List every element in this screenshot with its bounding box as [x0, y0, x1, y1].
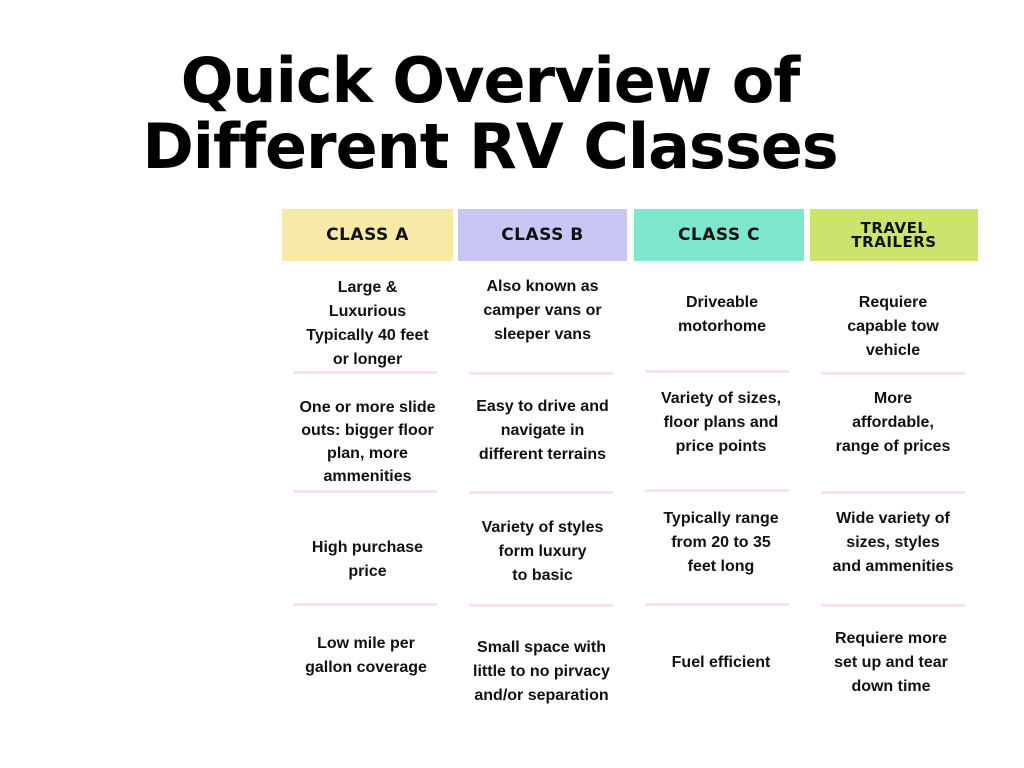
cell-class-c-row-3: Typically range from 20 to 35 feet long: [663, 510, 779, 575]
header-travel-trailers: TRAVEL TRAILERS: [810, 209, 978, 261]
page-title: [0, 44, 980, 183]
column-class-b: [458, 209, 627, 261]
header-class-a: CLASS A: [282, 209, 453, 261]
cell-class-b-row-4: Small space with little to no pirvacy and/or separation: [473, 639, 610, 704]
cell-class-a-row-4: Low mile per gallon coverage: [305, 635, 427, 676]
row-divider: [645, 370, 789, 373]
row-divider: [293, 371, 437, 374]
cell-travel-trailers-row-3: Wide variety of sizes, styles and ammenities: [832, 510, 954, 575]
row-divider: [821, 604, 965, 607]
cell-class-c-row-4: Fuel efficient: [671, 654, 771, 671]
cell-class-a-row-3: High purchase price: [311, 539, 424, 580]
cell-travel-trailers-row-2: More affordable, range of prices: [835, 390, 951, 455]
row-divider: [469, 372, 613, 375]
row-divider: [469, 491, 613, 494]
cell-class-c-row-2: Variety of sizes, floor plans and price points: [660, 390, 782, 455]
page-title-line-2: Different RV Classes: [142, 110, 838, 183]
column-travel-trailers: [810, 209, 978, 261]
row-divider: [821, 491, 965, 494]
row-divider: [645, 489, 789, 492]
cell-class-b-row-3: Variety of styles form luxury to basic: [481, 519, 604, 584]
cell-travel-trailers-row-1: Requiere capable tow vehicle: [847, 294, 939, 359]
row-divider: [645, 603, 789, 606]
page-title-line-1: Quick Overview of: [180, 44, 800, 117]
cell-class-b-row-1: Also known as camper vans or sleeper vans: [483, 278, 602, 343]
cell-class-a-row-1: Large & Luxurious Typically 40 feet or longer: [306, 279, 429, 368]
header-class-b: CLASS B: [458, 209, 627, 261]
cell-class-c-row-1: Driveable motorhome: [678, 294, 766, 335]
row-divider: [469, 604, 613, 607]
column-class-a: [282, 209, 453, 261]
header-class-c: CLASS C: [634, 209, 804, 261]
row-divider: [293, 490, 437, 493]
column-class-c: [634, 209, 804, 261]
row-divider: [821, 372, 965, 375]
cell-class-a-row-2: One or more slide outs: bigger floor plan, more ammenities: [299, 399, 436, 485]
row-divider: [293, 603, 437, 606]
cell-travel-trailers-row-4: Requiere more set up and tear down time: [834, 630, 948, 695]
cell-class-b-row-2: Easy to drive and navigate in different terrains: [476, 398, 609, 463]
